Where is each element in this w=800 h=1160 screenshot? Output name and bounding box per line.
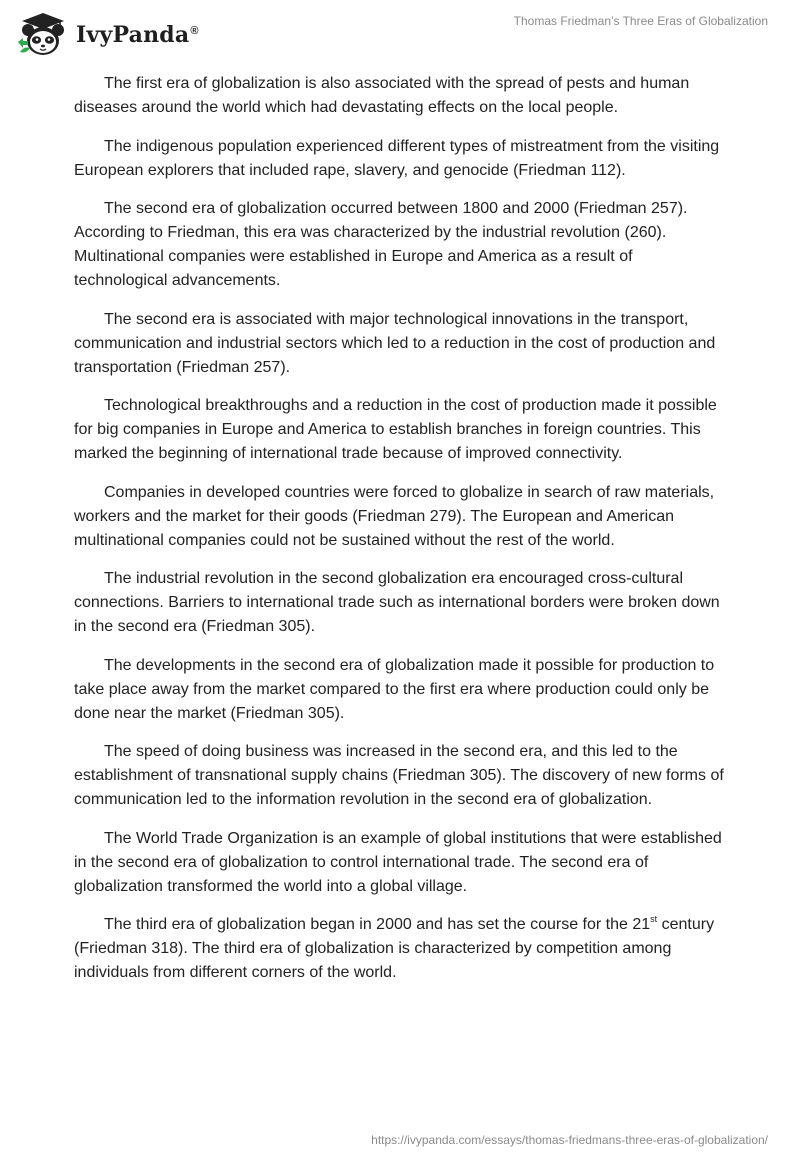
essay-paragraph: Companies in developed countries were forced to globalize in search of raw materials, workers and the market for their goods (Friedman 279). The European and American multinational companies could not be sustained without the rest of the world. [74,483,715,549]
essay-paragraph: Technological breakthroughs and a reduction in the cost of production made it possible for big companies in Europe and America to establish branches in foreign countries. This marked the beginning of international trade because of improved connectivity. [74,397,717,462]
essay-body [74,72,728,1000]
essay-paragraph: The industrial revolution in the second globalization era encouraged cross-cultural connections. Barriers to international trade such as international borders were broken down in the second era (Friedman 305). [74,570,720,635]
essay-paragraph: The World Trade Organization is an example of global institutions that were established in the second era of globalization to control international trade. The second era of globalization transformed the world into a global village. [74,829,722,895]
paragraph-text-part2: century (Friedman 318). The third era of globalization is characterized by competition among individuals from different corners of the world. [74,916,715,981]
essay-paragraph: The speed of doing business was increased in the second era, and this led to the establishment of transnational supply chains (Friedman 305). The discovery of new forms of communication led to the information revolution in the second era of globalization. [74,743,724,808]
source-url[interactable]: https://ivypanda.com/essays/thomas-friedmans-three-eras-of-globalization/ [371,1133,768,1147]
ivypanda-logo[interactable] [14,8,199,60]
essay-paragraph: The second era is associated with major technological innovations in the transport, communication and industrial sectors which led to a reduction in the cost of production and transportation (Friedman 257). [74,310,716,376]
panda-graduate-icon [14,8,70,60]
paragraph-text-part1: The third era of globalization began in 2000 and has set the course for the 21 [104,916,651,933]
essay-paragraph: The indigenous population experienced different types of mistreatment from the visiting European explorers that included rape, slavery, and genocide (Friedman 112). [74,137,720,179]
essay-paragraph: The first era of globalization is also associated with the spread of pests and human diseases around the world which had devastating effects on the local people. [74,75,690,116]
essay-paragraph: The second era of globalization occurred between 1800 and 2000 (Friedman 257). According to Friedman, this era was characterized by the industrial revolution (260). Multinational companies were established in Europe and America as a result of technological advancements. [74,200,688,289]
essay-paragraph-last [74,913,728,985]
ordinal-superscript: st [650,914,658,924]
essay-paragraph: The developments in the second era of globalization made it possible for production to take place away from the market compared to the first era where production could only be done near the market (Friedman 305). [74,656,715,722]
logo-wordmark: IvyPanda® [76,22,199,48]
document-title: Thomas Friedman’s Three Eras of Globalization [513,14,768,28]
page-header [0,0,800,70]
